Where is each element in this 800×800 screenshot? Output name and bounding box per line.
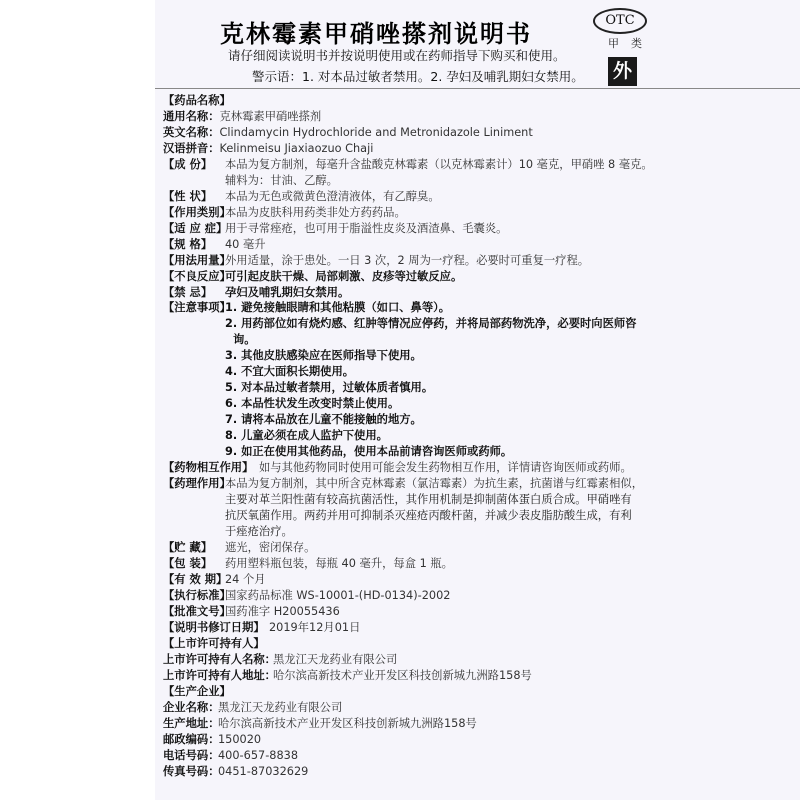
character-value: 本品为无色或微黄色澄清液体，有乙醇臭。	[225, 190, 440, 203]
precaution-item: 7. 请将本品放在儿童不能接触的地方。	[225, 413, 422, 426]
zip-value: 150020	[218, 733, 262, 746]
phone-value: 400-657-8838	[218, 749, 299, 762]
storage-value: 遮光，密闭保存。	[225, 541, 316, 554]
revision-label: 【说明书修订日期】	[163, 621, 265, 634]
package-row	[163, 556, 453, 572]
package-label: 【包 装】	[163, 557, 213, 570]
manufacturer-label: 【生产企业】	[163, 685, 231, 698]
english-name-label: 英文名称：	[163, 126, 220, 139]
revision-value: 2019年12月01日	[269, 621, 361, 634]
interaction-row	[163, 460, 632, 476]
warning-notice: 警示语：1. 对本品过敏者禁用。2. 孕妇及哺乳期妇女禁用。	[252, 69, 584, 84]
contra-label: 【禁 忌】	[163, 286, 213, 299]
validity-row	[163, 572, 266, 588]
adverse-label: 【不良反应】	[163, 270, 231, 283]
generic-name-value: 克林霉素甲硝唑搽剂	[219, 110, 322, 123]
precaution-item: 8. 儿童必须在成人监护下使用。	[225, 429, 388, 442]
production-address-row	[163, 716, 477, 732]
pharmacology-line: 抗厌氧菌作用。两药并用可抑制杀灭痤疮丙酸杆菌，并减少表皮脂肪酸生成，有利	[225, 509, 632, 522]
storage-label: 【贮 藏】	[163, 541, 213, 554]
precaution-item: 2. 用药部位如有烧灼感、红肿等情况应停药，并将局部药物洗净，必要时向医师咨	[225, 317, 637, 330]
holder-label: 【上市许可持有人】	[163, 637, 265, 650]
pharmacology-label: 【药理作用】	[163, 477, 231, 490]
indication-label: 【适 应 症】	[163, 222, 228, 235]
standard-row	[163, 588, 450, 604]
leaflet-title: 克林霉素甲硝唑搽剂说明书	[220, 20, 532, 48]
composition-excipients	[225, 173, 338, 189]
precaution-item: 6. 本品性状发生改变时禁止使用。	[225, 397, 400, 410]
fax-label: 传真号码：	[163, 765, 220, 778]
pharmacology-line: 主要对革兰阳性菌有较高抗菌活性，其作用机制是抑制菌体蛋白质合成。甲硝唑有	[225, 493, 632, 506]
standard-value: 国家药品标准 WS-10001-(HD-0134)-2002	[225, 589, 451, 602]
approval-row	[163, 604, 340, 620]
pharmacology-line: 于痤疮治疗。	[225, 525, 293, 538]
generic-name-label: 通用名称：	[163, 110, 220, 123]
category-label: 【作用类别】	[163, 206, 231, 219]
phone-row	[163, 748, 298, 764]
holder-row	[163, 636, 265, 652]
company-row	[163, 700, 342, 716]
production-address-value: 哈尔滨高新技术产业开发区科技创新城九洲路158号	[218, 717, 477, 730]
precautions-row	[163, 300, 450, 316]
otc-category-label: 甲类	[608, 37, 654, 50]
zip-label: 邮政编码：	[163, 733, 220, 746]
otc-badge: OTC	[593, 8, 647, 34]
pinyin-value: Kelinmeisu Jiaxiaozuo Chaji	[219, 142, 374, 155]
pharmacology-line: 本品为复方制剂，其中所含克林霉素（氯洁霉素）为抗生素，抗菌谱与红霉素相似，	[225, 477, 643, 490]
contra-row	[163, 285, 349, 301]
composition-excipients-value: 辅料为：甘油、乙醇。	[225, 174, 338, 187]
indication-row	[163, 221, 507, 237]
revision-row	[163, 620, 360, 636]
fax-value: 0451-87032629	[218, 765, 309, 778]
adverse-row	[163, 269, 462, 285]
interaction-value: 如与其他药物同时使用可能会发生药物相互作用，详情请咨询医师或药师。	[259, 461, 632, 474]
holder-address-row	[163, 668, 532, 684]
english-name-row	[163, 125, 533, 141]
precaution-item: 4. 不宜大面积长期使用。	[225, 365, 355, 378]
usage-value: 外用适量，涂于患处。一日 3 次，2 周为一疗程。必要时可重复一疗程。	[225, 254, 590, 267]
precaution-item: 5. 对本品过敏者禁用，过敏体质者慎用。	[225, 381, 434, 394]
precaution-item: 3. 其他皮肤感染应在医师指导下使用。	[225, 349, 422, 362]
instruction-notice: 请仔细阅读说明书并按说明使用或在药师指导下购买和使用。	[228, 48, 566, 63]
precautions-label: 【注意事项】	[163, 301, 231, 314]
indication-value: 用于寻常痤疮，也可用于脂溢性皮炎及酒渣鼻、毛囊炎。	[225, 222, 508, 235]
company-label: 企业名称：	[163, 701, 220, 714]
company-value: 黑龙江天龙药业有限公司	[218, 701, 343, 714]
composition-label: 【成 份】	[163, 158, 213, 171]
spec-row	[163, 237, 266, 253]
external-use-badge: 外	[608, 57, 637, 86]
category-value: 本品为皮肤科用药类非处方药药品。	[225, 206, 406, 219]
composition-row	[163, 157, 653, 173]
interaction-label: 【药物相互作用】	[163, 461, 254, 474]
fax-row	[163, 764, 308, 780]
package-value: 药用塑料瓶包装，每瓶 40 毫升，每盒 1 瓶。	[225, 557, 453, 570]
adverse-value: 可引起皮肤干燥、局部刺激、皮疹等过敏反应。	[225, 270, 463, 283]
storage-row	[163, 540, 315, 556]
character-row	[163, 189, 440, 205]
validity-value: 24 个月	[225, 573, 266, 586]
category-row	[163, 205, 406, 221]
validity-label: 【有 效 期】	[163, 573, 228, 586]
usage-label: 【用法用量】	[163, 254, 231, 267]
holder-name-label: 上市许可持有人名称：	[163, 653, 276, 666]
character-label: 【性 状】	[163, 190, 213, 203]
holder-name-value: 黑龙江天龙药业有限公司	[273, 653, 398, 666]
production-address-label: 生产地址：	[163, 717, 220, 730]
holder-address-label: 上市许可持有人地址：	[163, 669, 276, 682]
contra-value: 孕妇及哺乳期妇女禁用。	[225, 286, 350, 299]
zip-row	[163, 732, 261, 748]
holder-address-value: 哈尔滨高新技术产业开发区科技创新城九洲路158号	[273, 669, 532, 682]
usage-row	[163, 253, 589, 269]
manufacturer-row	[163, 684, 231, 700]
drug-name-label: 【药品名称】	[163, 94, 231, 107]
spec-value: 40 毫升	[225, 238, 266, 251]
pharmacology-row	[163, 476, 643, 492]
approval-value: 国药准字 H20055436	[225, 605, 340, 618]
spec-label: 【规 格】	[163, 238, 213, 251]
precaution-item: 询。	[233, 333, 256, 346]
english-name-value: Clindamycin Hydrochloride and Metronidazole Liniment	[219, 126, 533, 139]
holder-name-row	[163, 652, 397, 668]
drug-name-row	[163, 93, 231, 109]
generic-name-row	[163, 109, 321, 125]
standard-label: 【执行标准】	[163, 589, 231, 602]
pinyin-row	[163, 141, 373, 157]
precaution-item: 9. 如正在使用其他药品，使用本品前请咨询医师或药师。	[225, 445, 513, 458]
composition-value: 本品为复方制剂，每毫升含盐酸克林霉素（以克林霉素计）10 毫克，甲硝唑 8 毫克。	[225, 158, 653, 171]
precaution-item: 1. 避免接触眼睛和其他粘膜（如口、鼻等）。	[225, 301, 451, 314]
header-divider	[155, 88, 800, 89]
approval-label: 【批准文号】	[163, 605, 231, 618]
pinyin-label: 汉语拼音：	[163, 142, 220, 155]
instruction-leaflet	[155, 0, 800, 800]
phone-label: 电话号码：	[163, 749, 220, 762]
